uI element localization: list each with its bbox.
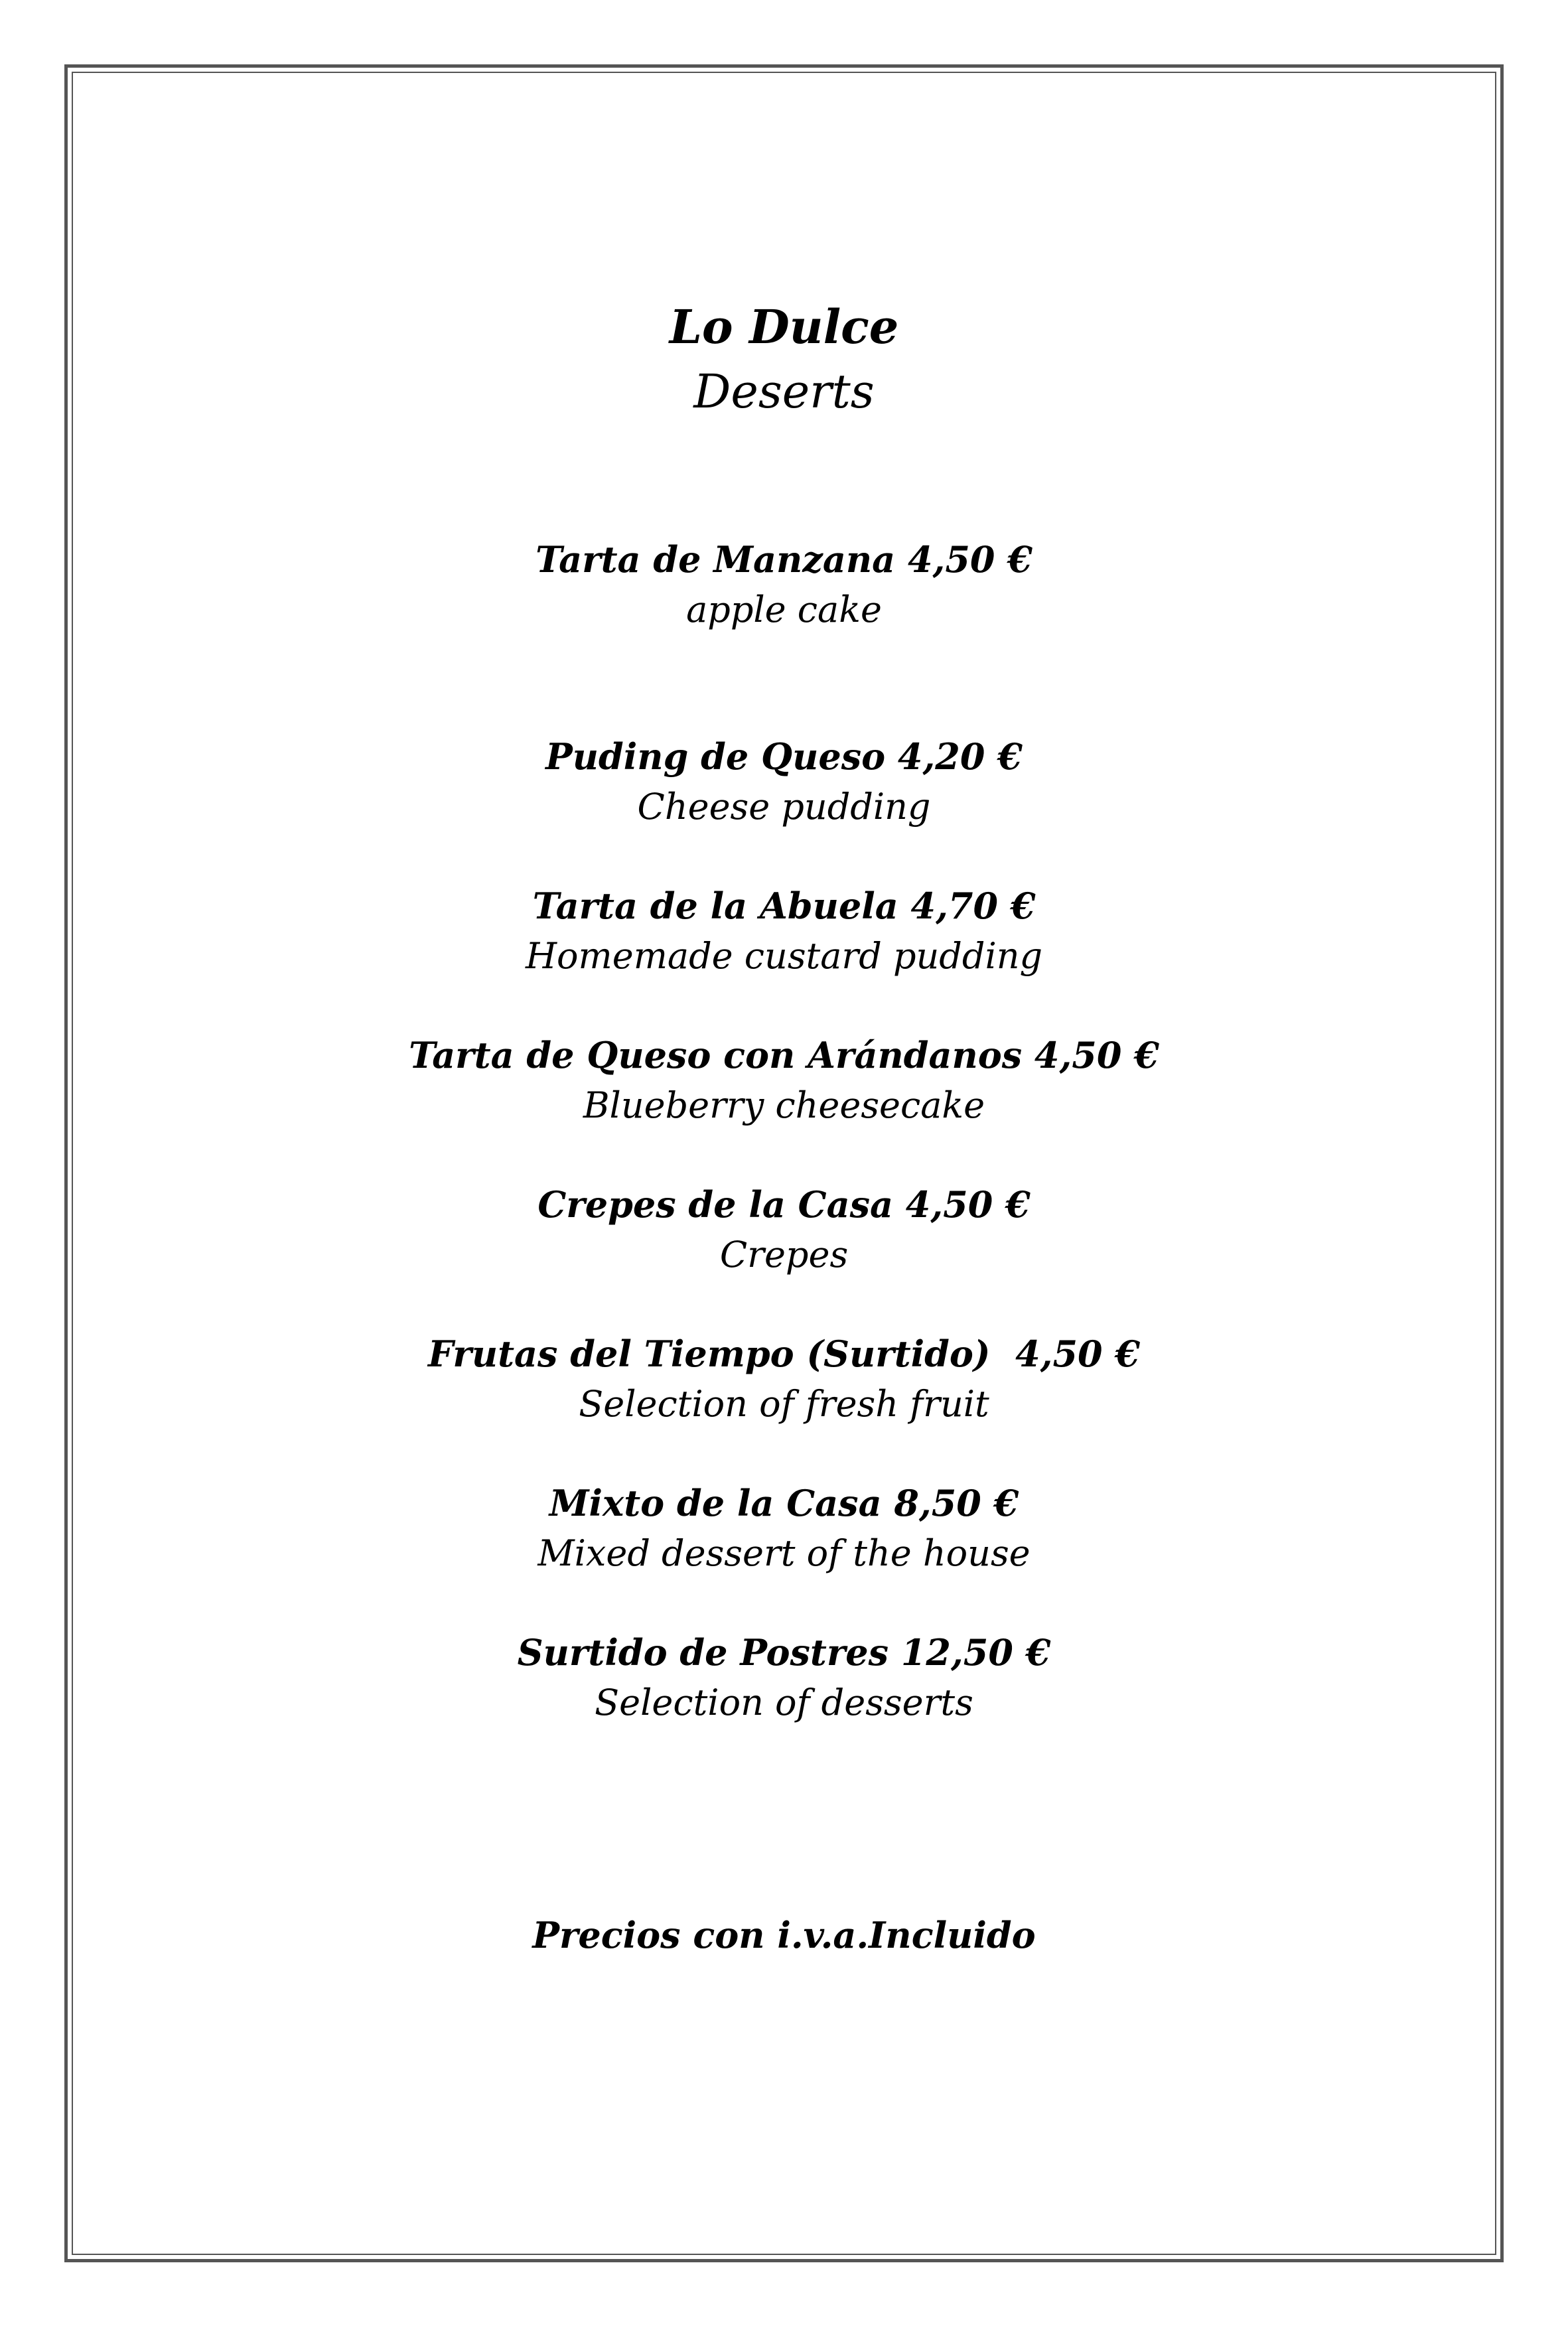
- menu-item-name: Mixto de la Casa 8,50 €: [549, 1482, 1019, 1524]
- menu-item-description: Selection of fresh fruit: [579, 1383, 989, 1425]
- menu-item: [73, 1030, 1495, 1131]
- menu-item-name: Surtido de Postres 12,50 €: [517, 1631, 1051, 1674]
- menu-item-name: Puding de Queso 4,20 €: [545, 735, 1023, 778]
- menu-item-description: Homemade custard pudding: [525, 935, 1043, 977]
- menu-item: [73, 534, 1495, 635]
- menu-item-name: Tarta de Manzana 4,50 €: [535, 538, 1033, 581]
- menu-item-name: Frutas del Tiempo (Surtido) 4,50 €: [428, 1333, 1140, 1375]
- menu-item: [73, 731, 1495, 832]
- menu-item-name: Tarta de Queso con Arándanos 4,50 €: [409, 1034, 1159, 1076]
- menu-item-description: Blueberry cheesecake: [583, 1084, 985, 1126]
- price-footnote: Precios con i.v.a.Incluido: [532, 1914, 1036, 1956]
- menu-item-name: Tarta de la Abuela 4,70 €: [532, 885, 1036, 927]
- menu-item: [73, 1627, 1495, 1728]
- menu-item: [73, 881, 1495, 982]
- menu-item-description: Crepes: [719, 1234, 849, 1275]
- menu-item-description: Cheese pudding: [637, 786, 931, 828]
- menu-item: [73, 1179, 1495, 1280]
- menu-item-description: Mixed dessert of the house: [537, 1532, 1031, 1574]
- menu-item: [73, 1478, 1495, 1579]
- menu-item: [73, 1329, 1495, 1429]
- menu-item-description: Selection of desserts: [595, 1682, 973, 1723]
- menu-title: Lo Dulce: [669, 299, 899, 354]
- menu-subtitle: Deserts: [693, 364, 875, 419]
- menu-item-description: apple cake: [686, 589, 882, 630]
- menu-item-name: Crepes de la Casa 4,50 €: [537, 1183, 1031, 1226]
